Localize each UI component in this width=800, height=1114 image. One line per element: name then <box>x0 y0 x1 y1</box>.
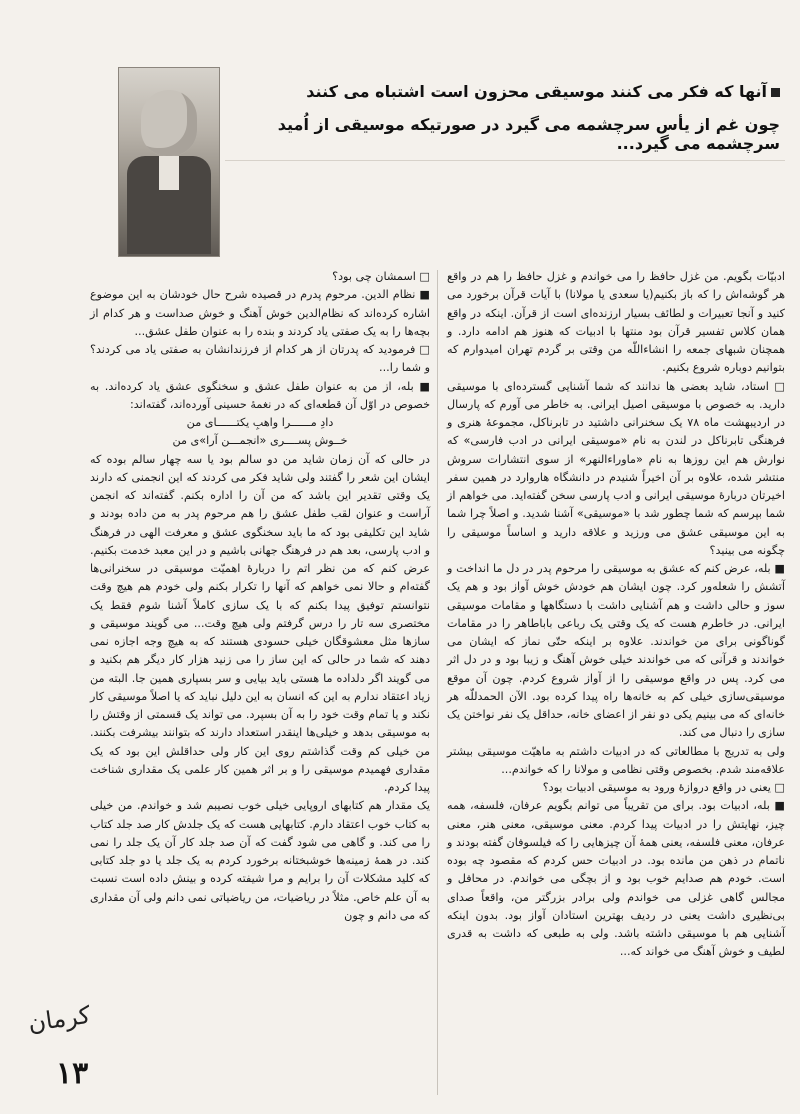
page-number: ۱۳ <box>56 1056 89 1091</box>
paragraph: □ یعنی در واقع دروازهٔ ورود به موسیقی ادبیات بود؟ <box>542 781 785 794</box>
paragraph: ولی به تدریج با مطالعاتی که در ادبیات داشتم به ماهیّت موسیقی بیشتر علاقه‌مند شدم. بخصوص وقتی نظامی و مولانا را که خواندم... <box>447 744 785 776</box>
paragraph: ■ نظام الدین. مرحوم پدرم در قصیده شرح حال خودشان به این موضوع اشاره کرده‌اند که نظام‌الدین خوش آهنگ و خوش صداست و هر کدام از بچه‌ها را به یک صفتی یاد کردند و بنده را به عنوان طفل عشق... <box>90 288 430 338</box>
paragraph: در حالی که آن زمان شاید من دو سالم بود یا سه چهار سالم بوده که ایشان این شعر را گفتند ولی شاید فکر می کردند که این انجمنی که دارند یک وقتی تقدیر این باشد که من آن را اداره بکنم. گفته‌اند که انجمن آراست و عنوان لقب طفل عشق را هم مرحوم پدر به من داده بودند و شاید این تکلیفی بود که ما باید سخنگوی عشق و معرفت الهی در فرهنگ و ادب پارسی، بعد هم در فرهنگ جهانی باشیم و در این معبد خدمت بکنیم. عرض کنم که من نظر اتم را دربارهٔ اهمیّت موسیقی در سخنرانی‌ها گفته‌ام و حالا نمی خواهم که آنها را تکرار بکنم ولی خودم هم هیچ وقت نتوانستم توفیق پیدا بکنم که با یک سازی کاملاً آشنا شوم فقط یک مختصری سه تار را درس گرفتم ولی هیچ وقت... می گویند موسیقی و سازها مثل معشوقگان خیلی حسودی هستند که به هیچ وجه اجازه نمی دهند که شما در حالی که این ساز را می زنید هزار کار دیگر هم بکنید و می گویند اگر دلداده ما هستی باید بیایی و سر بسپاری همین جا. البته من زیاد اعتقاد ندارم به این که انسان به این دلیل نباید که یا اصلاً موسیقی کار نکند و یا تمام وقت خود را به آن بسپرد. می تواند یک قسمتی از وقتش را به موسیقی بدهد و خیلی‌ها اینقدر استعداد دارند که بتوانند بیشرفت بکنند. من خیلی کم وقت گذاشتم روی این کار ولی حداقلش این بود که یک مقداری فهمیدم موسیقی را و بر اثر همین کار علمی یک مقداری شناخت پیدا کردم. <box>90 452 430 794</box>
paragraph: □ فرمودید که پدرتان از هر کدام از فرزندانشان به صفتی یاد می کردند؟ و شما را... <box>90 343 430 375</box>
right-text-column <box>447 268 785 962</box>
paragraph: ■ بله، عرض کنم که عشق به موسیقی را مرحوم پدر در دل ما انداخت و آتشش را شعله‌ور کرد. چون ایشان هم خودش خوش آواز بود و هم یک سوز و حالی داشت و هم آشنایی داشت با دستگاهها و مقامات موسیقی ایرانی. در خاطرم هست که یک وقتی یک رباعی باباطاهر را در مقامات گوناگونی برای من خواندند. علاوه بر اینکه حتّی نماز که ایشان می خواندند و قرآنی که می خواندند خیلی خوش آهنگ و زیبا بود و در دل اثر می کرد. پس در واقع موسیقی را از آواز شروع کردم. چون آن موقع موسیقی‌سازی خیلی کم به خانه‌ها راه پیدا کرده بود. الآن الحمدللّه هر خانه‌ای که می بینیم یکی دو نفر از اعضای خانه، حداقل یک نفر نواختن یک سازی را دنبال می کند. <box>447 562 785 740</box>
paragraph: □ استاد، شاید بعضی ها ندانند که شما آشنایی گسترده‌ای با موسیقی دارید. به خصوص با موسیقی اصیل ایرانی. به خاطر می آورم که پارسال در اردیبهشت ماه ۷۸ یک سخنرانی داشتید در تابرناکل، مجموعهٔ هنری و فرهنگی تابرناکل در لندن به نام «موسیقی ایرانی در ادب فارسی» که نوارش هم این روزها به نام «ماوراءالنهر» از سوی انتشارات سروش منتشر شده، علاوه بر آن اخیراً شنیدم در دانشگاه هاروارد در همین سفر اخیرتان دربارهٔ موسیقی ایرانی و ادب پارسی سخن گفته‌اید. می خواهم از شما بپرسم که شما چطور شد با «موسیقی» آشنا شدید. و اصلاً چرا شما به این موسیقی عشق می ورزید و علاقه دارید و اساساً موسیقی را چگونه می بینید؟ <box>447 379 785 557</box>
paragraph: ■ بله، ادبیات بود. برای من تقریباً می توانم بگویم عرفان، فلسفه، همه چیز، نهایتش را در ادبیات پیدا کردم. معنی موسیقی، معنی هنر، معنی عرفان، معنی فلسفه، یعنی همهٔ آن چیزهایی را که فیلسوفان گفته بودند و ناتمام در ذهن من مانده بود. در ادبیات حس کردم که مقصود چه بوده است. خودم هم صدایم خوب بود و از بچگی می خواندم. در محافل و مجالس گاهی غزلی می خواندم ولی برادر بزرگتر من، واقعاً صدای بی‌نظیری داشت یعنی در ردیف بهترین استادان آواز بود. بدون اینکه آشنایی هم با موسیقی داشته باشد. ولی به طبعی که داشت به قدری لطیف و خوش آهنگ می خواند که... <box>447 799 785 959</box>
portrait-collar-shape <box>159 156 179 190</box>
headline-line-1: آنها که فکر می کنند موسیقی محزون است اشتباه می کنند <box>220 82 780 101</box>
left-text-column <box>90 268 430 925</box>
paragraph: ادبیّات بگویم. من غزل حافظ را می خواندم و غزل حافظ را هم در واقع هر گوشه‌اش را که باز بکنیم(یا سعدی یا مولانا) با آیات قرآن برخورد می کنید و آنجا تعبیرات و لطائف بسیار ارزنده‌ای است از قرآن. اینکه در واقع همان کلاس تفسیر قرآن بود منتها با ادبیات که هنوز هم ادامه دارد. و همچنان شبهای جمعه را انشاءاللّه من وقتی بر گردم تهران امیدوارم که بتوانیم دوباره شروع بکنیم. <box>447 270 785 375</box>
poem-line: خــوش پســــری «انجمـــن آرا»ی من <box>172 434 348 448</box>
paragraph: □ اسمشان چی بود؟ <box>332 270 430 283</box>
paragraph: یک مقدار هم کتابهای اروپایی خیلی خوب نصیبم شد و خواندم. من خیلی به کتاب خوب اعتقاد دارم. کتابهایی هست که یک جلدش کار صد جلد کتاب را می کند. و گاهی می شود گفت که آن صد جلد کار آن یک جلد را نمی کند. در همهٔ زمینه‌ها خوشبختانه برخورد کردم به یک جلد یا دو جلد کتابی که کلید مشکلات آن را برایم و مرا شیفته کرده و بینش داده است نسبت به آن علم خاص. مثلاً در ریاضیات، من ریاضیاتی نمی دانم ولی آن مقداری که می دانم و چون <box>90 799 430 922</box>
portrait-head-shape <box>141 90 197 156</box>
paragraph: ■ بله، از من به عنوان طفل عشق و سخنگوی عشق یاد کرده‌اند. به خصوص در اوّل آن قطعه‌ای که در نغمهٔ حسینی آورده‌اند، گفته‌اند: <box>90 379 430 411</box>
poem-line: دادِ مــــــرا واهبِ یکتــــــای من <box>186 416 334 429</box>
headline-line-2: چون غم از یأس سرچشمه می گیرد در صورتیکه موسیقی از اُمید سرچشمه می گیرد... <box>277 115 780 153</box>
column-divider <box>437 270 438 1095</box>
signature-logo: کرمان <box>26 1000 93 1038</box>
square-bullet-icon <box>771 88 780 97</box>
portrait-photo <box>118 67 220 257</box>
header-rule <box>225 160 785 161</box>
